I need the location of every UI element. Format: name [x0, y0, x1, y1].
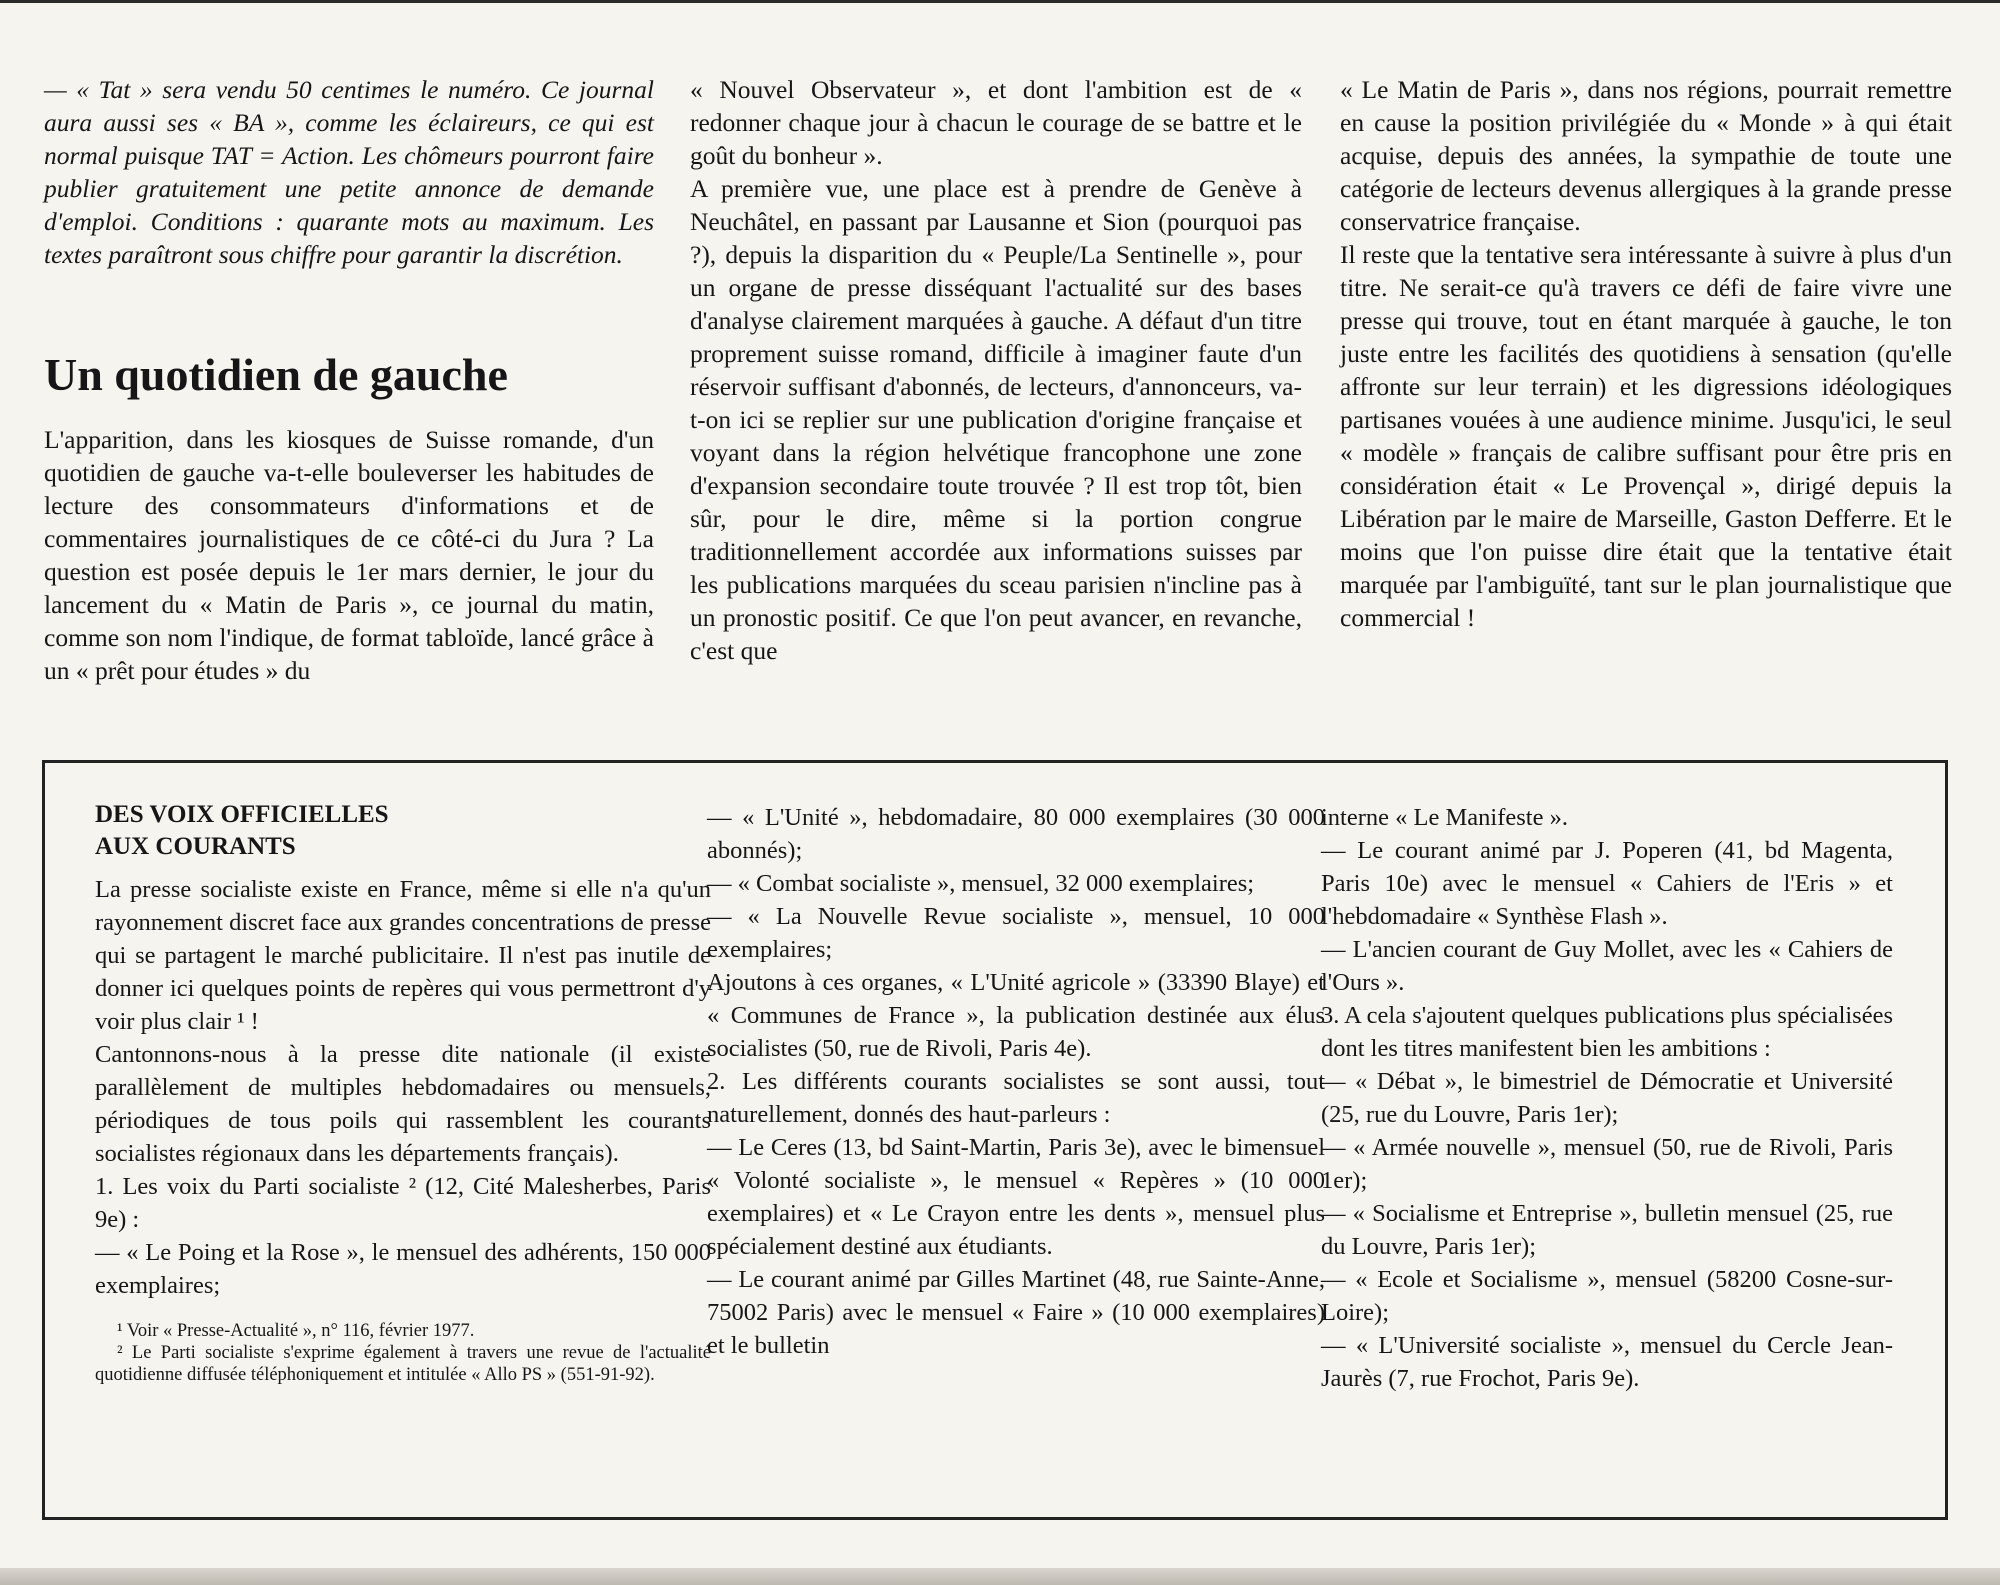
- box-paragraph: 3. A cela s'ajoutent quelques publications plus spécialisées dont les titres manifestent bien les ambitions :: [1321, 1002, 1893, 1062]
- intro-paragraph: — « Tat » sera vendu 50 centimes le numéro. Ce journal aura aussi ses « BA », comme les éclaireurs, ce qui est normal puisque TAT = Action. Les chômeurs pourront faire publier gratuitement une petite annonce de demande d'emploi. Conditions : quarante mots au maximum. Les textes paraîtront sous chiffre pour garantir la discrétion.: [44, 75, 654, 269]
- footnotes: [95, 1320, 711, 1386]
- box-paragraph: — « Armée nouvelle », mensuel (50, rue de Rivoli, Paris 1er);: [1321, 1134, 1893, 1194]
- bottom-edge: [0, 1568, 2000, 1585]
- footnote-2: ² Le Parti socialiste s'exprime également à travers une revue de l'actualité quotidienne diffusée téléphoniquement et intitulée « Allo PS » (551-91-92).: [95, 1343, 711, 1385]
- article-paragraph: L'apparition, dans les kiosques de Suisse romande, d'un quotidien de gauche va-t-elle bouleverser les habitudes de lecture des consommateurs d'informations et de commentaires journalistiques de ce côté-ci du Jura ? La question est posée depuis le 1er mars dernier, le jour du lancement du « Matin de Paris », ce journal du matin, comme son nom l'indique, de format tabloïde, lancé grâce à un « prêt pour études » du: [44, 425, 654, 685]
- box-paragraph: — Le Ceres (13, bd Saint-Martin, Paris 3e), avec le bimensuel « Volonté socialiste », le mensuel « Repères » (10 000 exemplaires) et « Le Crayon entre les dents », mensuel plus spécialement destiné aux étudiants.: [707, 1134, 1325, 1260]
- box-paragraph: Cantonnons-nous à la presse dite nationale (il existe parallèlement de multiples hebdomadaires ou mensuels, périodiques de tous poils qui rassemblent les courants socialistes régionaux dans les départements français).: [95, 1041, 711, 1167]
- box-column-3: [1321, 801, 1893, 1395]
- article-paragraph: « Nouvel Observateur », et dont l'ambition est de « redonner chaque jour à chacun le courage de se battre et le goût du bonheur ».: [690, 75, 1302, 170]
- box-paragraph: Ajoutons à ces organes, « L'Unité agricole » (33390 Blaye) et « Communes de France », la publication destinée aux élus socialistes (50, rue de Rivoli, Paris 4e).: [707, 969, 1325, 1062]
- box-paragraph: — « Ecole et Socialisme », mensuel (58200 Cosne-sur-Loire);: [1321, 1266, 1893, 1326]
- box-paragraph: 1. Les voix du Parti socialiste ² (12, Cité Malesherbes, Paris 9e) :: [95, 1173, 711, 1233]
- box-paragraph: 2. Les différents courants socialistes se sont aussi, tout naturellement, donnés des haut-parleurs :: [707, 1068, 1325, 1128]
- box-title-line-1: DES VOIX OFFICIELLES: [95, 801, 389, 828]
- box-paragraph: — « Socialisme et Entreprise », bulletin mensuel (25, rue du Louvre, Paris 1er);: [1321, 1200, 1893, 1260]
- article-column-1: [44, 73, 654, 687]
- box-column-2: [707, 801, 1325, 1362]
- box-paragraph: — « L'Unité », hebdomadaire, 80 000 exemplaires (30 000 abonnés);: [707, 804, 1325, 864]
- box-paragraph: interne « Le Manifeste ».: [1321, 804, 1568, 831]
- box-paragraph: — « Débat », le bimestriel de Démocratie et Université (25, rue du Louvre, Paris 1er);: [1321, 1068, 1893, 1128]
- box-paragraph: — Le courant animé par Gilles Martinet (48, rue Sainte-Anne, 75002 Paris) avec le mensuel « Faire » (10 000 exemplaires) et le bulletin: [707, 1266, 1325, 1359]
- article-paragraph: « Le Matin de Paris », dans nos régions, pourrait remettre en cause la position privilégiée du « Monde » à qui était acquise, depuis des années, la sympathie de toute une catégorie de lecteurs devenus allergiques à la grande presse conservatrice française.: [1340, 75, 1952, 236]
- box-title-line-2: AUX COURANTS: [95, 833, 296, 860]
- box-paragraph: — Le courant animé par J. Poperen (41, bd Magenta, Paris 10e) avec le mensuel « Cahiers de l'Eris » et l'hebdomadaire « Synthèse Flash ».: [1321, 837, 1893, 930]
- box-paragraph: La presse socialiste existe en France, même si elle n'a qu'un rayonnement discret face aux grandes concentrations de presse qui se partagent le marché publicitaire. Il n'est pas inutile de donner ici quelques points de repères qui vous permettront d'y voir plus clair ¹ !: [95, 876, 711, 1035]
- box-paragraph: — « Le Poing et la Rose », le mensuel des adhérents, 150 000 exemplaires;: [95, 1239, 711, 1299]
- sidebar-box: [42, 760, 1948, 1520]
- article-column-2: [690, 73, 1302, 667]
- box-column-1: [95, 799, 711, 1386]
- article-paragraph: Il reste que la tentative sera intéressante à suivre à plus d'un titre. Ne serait-ce qu'à travers ce défi de faire vivre une presse qui trouve, tout en étant marquée à gauche, le ton juste entre les facilités des quotidiens à sensation (qu'elle affronte sur leur terrain) et les digressions idéologiques partisanes vouées à une audience minime. Jusqu'ici, le seul « modèle » français de calibre suffisant pour être pris en considération était « Le Provençal », dirigé depuis la Libération par le maire de Marseille, Gaston Defferre. Et le moins que l'on puisse dire était que la tentative était marquée par l'ambiguïté, tant sur le plan journalistique que commercial !: [1340, 240, 1952, 632]
- top-rule: [0, 0, 2000, 3]
- article-headline: Un quotidien de gauche: [44, 349, 508, 400]
- box-paragraph: — « La Nouvelle Revue socialiste », mensuel, 10 000 exemplaires;: [707, 903, 1325, 963]
- article-column-3: [1340, 73, 1952, 634]
- box-title: [95, 799, 711, 863]
- box-paragraph: — « Combat socialiste », mensuel, 32 000 exemplaires;: [707, 870, 1255, 897]
- box-paragraph: — L'ancien courant de Guy Mollet, avec les « Cahiers de l'Ours ».: [1321, 936, 1893, 996]
- footnote-1: ¹ Voir « Presse-Actualité », n° 116, février 1977.: [117, 1321, 475, 1341]
- box-paragraph: — « L'Université socialiste », mensuel du Cercle Jean-Jaurès (7, rue Frochot, Paris 9e).: [1321, 1332, 1893, 1392]
- article-paragraph: A première vue, une place est à prendre de Genève à Neuchâtel, en passant par Lausanne et Sion (pourquoi pas ?), depuis la disparition du « Peuple/La Sentinelle », pour un organe de presse disséquant l'actualité sur des bases d'analyse clairement marquées à gauche. A défaut d'un titre proprement suisse romand, difficile à imaginer faute d'un réservoir suffisant d'abonnés, de lecteurs, d'annonceurs, va-t-on ici se replier sur une publication d'origine française et voyant dans la région helvétique francophone une zone d'expansion secondaire toute trouvée ? Il est trop tôt, bien sûr, pour le dire, même si la portion congrue traditionnellement accordée aux informations suisses par les publications marquées du sceau parisien n'incline pas à un pronostic positif. Ce que l'on peut avancer, en revanche, c'est que: [690, 174, 1302, 665]
